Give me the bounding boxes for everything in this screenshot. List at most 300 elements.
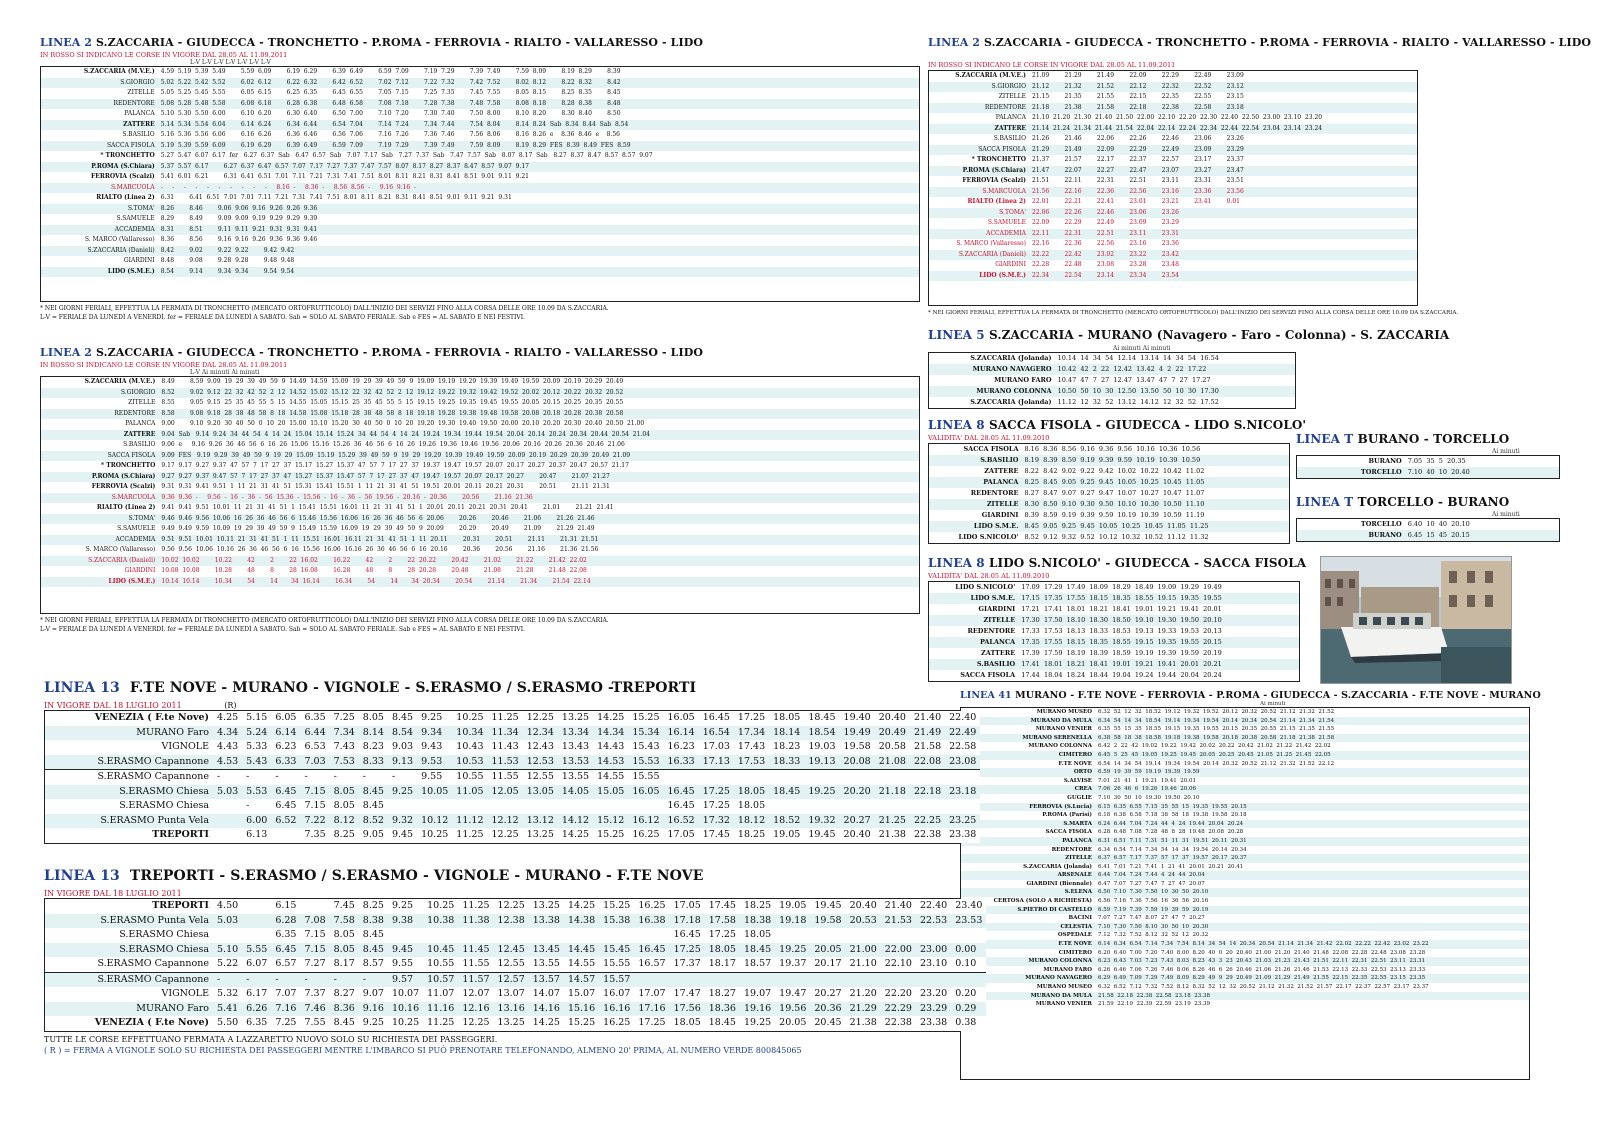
departure-times: 6.32 52 12 32 18.52 19.12 19.32 19.52 20.12 20.32 20.52 21.12 21.32 21.52 bbox=[1096, 708, 1529, 717]
stop-name: TORCELLO bbox=[1297, 519, 1406, 530]
linea41-section bbox=[960, 690, 1560, 1080]
stop-name: PALANCA bbox=[961, 837, 1096, 846]
departure-time: 8.52 bbox=[359, 814, 388, 829]
stop-name: ZATTERE bbox=[929, 124, 1030, 135]
departure-time: 8.33 bbox=[359, 755, 388, 770]
line-number: LINEA 2 bbox=[928, 36, 981, 49]
stop-name: LIDO (S.M.E.) bbox=[41, 267, 159, 278]
table-row bbox=[41, 225, 919, 236]
departure-time: 7.07 bbox=[271, 987, 300, 1002]
departure-time: 19.05 bbox=[775, 899, 810, 914]
departure-time bbox=[951, 972, 986, 987]
departure-time: 17.45 bbox=[699, 828, 734, 843]
linea5-title bbox=[928, 328, 1450, 342]
departure-time: 11.25 bbox=[458, 899, 493, 914]
table-row bbox=[1297, 467, 1559, 478]
departure-time: 12.25 bbox=[523, 711, 558, 726]
table-row bbox=[929, 145, 1417, 156]
departure-time bbox=[523, 799, 558, 814]
departure-time: 12.16 bbox=[458, 1002, 493, 1017]
departure-time: 13.16 bbox=[494, 1002, 529, 1017]
departure-times: 9.56 9.56 10.06 10.16 26 36 46 56 6 16 15.56 16.06 16.16 26 36 46 56 6 16 20.16 20.36 20.56 21.16 21.36 21.56 bbox=[159, 545, 919, 556]
departure-time: 9.53 bbox=[417, 755, 452, 770]
departure-time: - bbox=[300, 770, 329, 785]
departure-time: 6.35 bbox=[300, 711, 329, 726]
stop-name: MURANO Faro bbox=[45, 726, 213, 741]
stop-name: S. MARCO (Vallaresso) bbox=[929, 239, 1030, 250]
departure-time: 4.50 bbox=[213, 899, 242, 914]
departure-times: 8.26 8.46 9.06 9.06 9.16 9.26 9.26 9.36 bbox=[159, 204, 919, 215]
stop-name: S.TOMA' bbox=[929, 208, 1030, 219]
departure-times: 8.49 8.59 9.09 19 29 39 49 59 9 14.49 14.59 15.09 19 29 39 49 59 9 19.09 19.19 19.29 19.39 19.49 19.59 20.09 20.19 20.29 20.49 bbox=[159, 377, 919, 388]
stop-name: RIALTO (Linea 2) bbox=[929, 197, 1030, 208]
departure-time: 19.45 bbox=[810, 899, 845, 914]
validity-note bbox=[44, 701, 964, 710]
departure-time: 21.58 bbox=[910, 740, 945, 755]
departure-time: 18.38 bbox=[740, 914, 775, 929]
stop-name: VIGNOLE bbox=[45, 740, 213, 755]
validity-note: IN ROSSO SI INDICANO LE CORSE IN VIGORE DAL 28.05 AL 11.09.2011 bbox=[40, 361, 288, 369]
departure-times: 7.01 21 41 1 19.21 19.41 20.01 bbox=[1096, 777, 1529, 786]
departure-time: 18.17 bbox=[705, 957, 740, 972]
table-row bbox=[41, 78, 919, 89]
departure-time: 18.45 bbox=[740, 943, 775, 958]
departure-time: 23.08 bbox=[945, 755, 980, 770]
departure-time: 5.41 bbox=[213, 1002, 242, 1017]
departure-time: 16.38 bbox=[634, 914, 669, 929]
departure-times: 8.22 8.42 9.02 9.22 9.42 10.02 10.22 10.42 11.02 bbox=[1022, 466, 1289, 477]
departure-time: 13.55 bbox=[529, 957, 564, 972]
minutes-header: Ai minuti bbox=[1260, 701, 1286, 707]
table-row bbox=[929, 466, 1289, 477]
departure-time: 18.45 bbox=[804, 711, 839, 726]
departure-time: 6.05 bbox=[271, 711, 300, 726]
stop-name: ORTO bbox=[961, 768, 1096, 777]
departure-time: 12.07 bbox=[458, 987, 493, 1002]
lazzaretto-note: TUTTE LE CORSE EFFETTUANO FERMATA A LAZZARETTO NUOVO SOLO SU RICHIESTA DEI PASSEGGERI. bbox=[44, 1034, 498, 1044]
departure-time: 20.40 bbox=[846, 899, 881, 914]
departure-times: 21.15 21.35 21.55 22.15 22.35 22.55 23.15 bbox=[1030, 92, 1417, 103]
departure-time bbox=[881, 972, 916, 987]
stop-name: CELESTIA bbox=[961, 923, 1096, 932]
departure-time: 21.29 bbox=[846, 1002, 881, 1017]
departure-time: 10.45 bbox=[423, 943, 458, 958]
departure-time: 17.25 bbox=[699, 799, 734, 814]
table-row bbox=[929, 455, 1289, 466]
departure-time bbox=[664, 770, 699, 785]
departure-times: 6.23 6.43 7.03 7.23 7.43 8.03 8.23 43 3 23 20.43 21.03 21.23 21.43 21.51 22.11 22.31 22.51 23.11 23.31 bbox=[1096, 957, 1529, 966]
departure-time: 14.16 bbox=[529, 1002, 564, 1017]
stop-name: VIGNOLE bbox=[45, 987, 213, 1002]
stop-name: OSPEDALE bbox=[961, 931, 1096, 940]
route-name: BURANO - TORCELLO bbox=[1357, 432, 1510, 446]
departure-times: 5.41 6.01 6.21 6.31 6.41 6.51 7.01 7.11 7.21 7.31 7.41 7.51 8.01 8.11 8.21 8.31 8.41 8.51 9.01 9.11 9.21 bbox=[159, 172, 919, 183]
departure-time: 5.22 bbox=[213, 957, 242, 972]
departure-time: - bbox=[242, 770, 271, 785]
departure-time: 8.05 bbox=[359, 711, 388, 726]
departure-time: 13.57 bbox=[529, 972, 564, 987]
departure-time: 16.23 bbox=[664, 740, 699, 755]
table-row bbox=[41, 193, 919, 204]
linea13-outbound-table bbox=[45, 711, 980, 843]
departure-time: 17.18 bbox=[670, 914, 705, 929]
table-row bbox=[961, 777, 1529, 786]
stop-name: S.BASILIO bbox=[41, 130, 159, 141]
linea2-morning-table-box bbox=[40, 66, 920, 302]
departure-time: 8.17 bbox=[330, 957, 359, 972]
linea2-evening-table bbox=[929, 71, 1417, 281]
departure-time: 18.05 bbox=[740, 928, 775, 943]
line-number: LINEA 8 bbox=[928, 418, 985, 432]
departure-time: - bbox=[213, 972, 242, 987]
departure-time: 9.25 bbox=[417, 711, 452, 726]
departure-time: 6.57 bbox=[271, 957, 300, 972]
stop-name: TREPORTI bbox=[45, 828, 213, 843]
stop-name: S.ERASMO Capannone bbox=[45, 755, 213, 770]
departure-time: 5.03 bbox=[213, 785, 242, 800]
departure-time: - bbox=[359, 972, 388, 987]
departure-time: 19.25 bbox=[775, 943, 810, 958]
departure-time: 8.05 bbox=[330, 785, 359, 800]
table-row bbox=[929, 239, 1417, 250]
departure-time: - bbox=[242, 799, 271, 814]
departure-time: 23.40 bbox=[951, 899, 986, 914]
departure-time: 6.14 bbox=[271, 726, 300, 741]
stop-name: S.MARTA bbox=[961, 820, 1096, 829]
departure-time: 5.43 bbox=[242, 755, 271, 770]
departure-time: 18.05 bbox=[705, 943, 740, 958]
departure-times: 6.45 5 25 45 19.05 19.25 19.45 20.05 20.25 20.45 21.05 21.25 21.45 22.05 bbox=[1096, 751, 1529, 760]
route-name: TREPORTI - S.ERASMO / S.ERASMO - VIGNOLE - MURANO - F.TE NOVE bbox=[129, 868, 704, 884]
stop-name: S.PIETRO DI CASTELLO bbox=[961, 906, 1096, 915]
departure-time: 17.47 bbox=[670, 987, 705, 1002]
table-row bbox=[929, 208, 1417, 219]
table-row bbox=[961, 957, 1529, 966]
departure-time: 9.57 bbox=[388, 972, 423, 987]
departure-time: 22.49 bbox=[945, 726, 980, 741]
linea8-return-table bbox=[929, 582, 1299, 681]
departure-time: 13.34 bbox=[558, 726, 593, 741]
linea2-day-section bbox=[40, 346, 920, 634]
departure-time: 21.08 bbox=[875, 755, 910, 770]
table-row bbox=[45, 914, 986, 929]
route-name: S.ZACCARIA - GIUDECCA - TRONCHETTO - P.ROMA - FERROVIA - RIALTO - VALLARESSO - LIDO bbox=[983, 36, 1592, 49]
table-row bbox=[41, 440, 919, 451]
table-row bbox=[45, 972, 986, 987]
departure-time: 18.54 bbox=[804, 726, 839, 741]
table-row bbox=[961, 794, 1529, 803]
departure-times: 17.33 17.53 18.13 18.33 18.53 19.13 19.33 19.53 20.13 bbox=[1019, 626, 1299, 637]
departure-time: 15.45 bbox=[599, 943, 634, 958]
departure-time: 8.36 bbox=[330, 1002, 359, 1017]
departure-time: 18.45 bbox=[705, 1016, 740, 1031]
stop-name: P.ROMA (S.Chiara) bbox=[929, 166, 1030, 177]
departure-time: 14.05 bbox=[558, 785, 593, 800]
departure-times: 21.59 22.19 22.39 22.59 23.19 23.39 bbox=[1096, 1000, 1529, 1009]
departure-times: 5.16 5.36 5.56 6.06 6.16 6.26 6.36 6.46 6.56 7.06 7.16 7.26 7.36 7.46 7.56 8.06 8.16 8.26 e 8.36 8.46 e 8.56 bbox=[159, 130, 919, 141]
stop-name: MURANO COLONNA bbox=[929, 386, 1056, 397]
stop-name: S.GIORGIO bbox=[41, 388, 159, 399]
stop-name: MURANO MUSEO bbox=[961, 708, 1096, 717]
departure-time: 18.05 bbox=[734, 785, 769, 800]
table-row bbox=[929, 260, 1417, 271]
table-row bbox=[41, 88, 919, 99]
table-row bbox=[961, 966, 1529, 975]
departure-time: 6.52 bbox=[271, 814, 300, 829]
tronchetto-note: * NEI GIORNI FERIALI, EFFETTUA LA FERMATA DI TRONCHETTO (MERCATO ORTOFRUTTICOLO) DALL'INIZIO DEI SERVIZI FINO ALLA CORSA DELLE ORE 10.09 DA S.ZACCARIA. bbox=[928, 310, 1459, 316]
table-row bbox=[41, 99, 919, 110]
stop-name: SACCA FISOLA bbox=[929, 444, 1022, 455]
linea2-day-table-box bbox=[40, 376, 920, 614]
departure-time: 12.05 bbox=[488, 785, 523, 800]
table-row bbox=[929, 271, 1417, 282]
departure-time bbox=[910, 770, 945, 785]
departure-times: 9.09 FES 9.19 9.29 39 49 59 9 19 29 15.09 15.19 15.29 39 49 59 9 19 29 19.29 19.39 19.49 19.59 20.09 20.19 20.29 20.39 20.49 21.09 bbox=[159, 451, 919, 462]
departure-time: 22.00 bbox=[881, 943, 916, 958]
departure-time bbox=[804, 799, 839, 814]
departure-time: 6.26 bbox=[242, 1002, 271, 1017]
table-row bbox=[929, 250, 1417, 261]
table-row bbox=[929, 92, 1417, 103]
table-row bbox=[41, 524, 919, 535]
departure-time: 11.55 bbox=[488, 770, 523, 785]
table-row bbox=[929, 71, 1417, 82]
departure-time: 22.08 bbox=[910, 755, 945, 770]
stop-name: RIALTO (Linea 2) bbox=[41, 503, 159, 514]
departure-time: 0.10 bbox=[951, 957, 986, 972]
departure-times: 22.34 22.54 23.14 23.34 23.54 bbox=[1030, 271, 1417, 282]
departure-time: 16.45 bbox=[664, 799, 699, 814]
table-row bbox=[929, 477, 1289, 488]
table-row bbox=[41, 183, 919, 194]
departure-time: 18.05 bbox=[670, 1016, 705, 1031]
tronchetto-note: * NEI GIORNI FERIALI, EFFETTUA LA FERMATA DI TRONCHETTO (MERCATO ORTOFRUTTICOLO) DALL'INIZIO DEI SERVIZI FINO ALLA CORSA DELLE ORE 10.09 DA S.ZACCARIA. bbox=[40, 617, 609, 624]
departure-times: 21.51 22.11 22.31 22.51 23.11 23.31 23.51 bbox=[1030, 176, 1417, 187]
departure-time bbox=[769, 799, 804, 814]
departure-time: 6.13 bbox=[242, 828, 271, 843]
lineat-burano-table-box bbox=[1296, 455, 1560, 479]
table-row bbox=[45, 1002, 986, 1017]
departure-time bbox=[945, 770, 980, 785]
departure-time: - bbox=[242, 972, 271, 987]
departure-time bbox=[846, 972, 881, 987]
stop-name: S.ERASMO Capannone bbox=[45, 957, 213, 972]
stop-name: MURANO Faro bbox=[45, 1002, 213, 1017]
stop-name: PALANCA bbox=[41, 109, 159, 120]
departure-time: 14.55 bbox=[593, 770, 628, 785]
departure-time: 21.49 bbox=[910, 726, 945, 741]
departure-times: 6.32 6.52 7.12 7.32 7.52 8.12 8.32 52 12 32 20.52 21.12 21.32 21.52 21.57 22.17 22.37 22.57 23.17 23.37 bbox=[1096, 983, 1529, 992]
departure-times: - - - - - - - - - - 8.16 - 8.36 - 8.56 8.56 - 9.16 9.16 - bbox=[159, 183, 919, 194]
departure-time: 21.53 bbox=[881, 914, 916, 929]
departure-time bbox=[810, 972, 845, 987]
table-row bbox=[41, 214, 919, 225]
departure-time: 17.58 bbox=[705, 914, 740, 929]
departure-time: 6.28 bbox=[271, 914, 300, 929]
departure-times: 8.52 9.12 9.32 9.52 10.12 10.32 10.52 11.12 11.32 bbox=[1022, 532, 1289, 543]
departure-time: 7.43 bbox=[330, 740, 359, 755]
departure-time: 13.25 bbox=[558, 711, 593, 726]
departure-time bbox=[242, 928, 271, 943]
table-row bbox=[41, 130, 919, 141]
departure-time: 11.16 bbox=[423, 1002, 458, 1017]
departure-time: 8.05 bbox=[330, 799, 359, 814]
departure-time: 21.38 bbox=[846, 1016, 881, 1031]
departure-time: 5.33 bbox=[242, 740, 271, 755]
departure-time: 11.43 bbox=[488, 740, 523, 755]
lineat-burano-section bbox=[1296, 432, 1566, 479]
departure-times: 6.24 6.44 7.04 7.24 44 4 24 19.44 20.04 20.24 bbox=[1096, 820, 1529, 829]
departure-time bbox=[628, 799, 663, 814]
table-row bbox=[41, 398, 919, 409]
departure-time: 22.38 bbox=[910, 828, 945, 843]
stop-name: * TRONCHETTO bbox=[929, 155, 1030, 166]
table-row bbox=[41, 430, 919, 441]
table-row bbox=[41, 162, 919, 173]
departure-times: 6.18 6.38 6.58 7.18 38 58 18 19.38 19.58 20.18 bbox=[1096, 811, 1529, 820]
departure-time: 12.43 bbox=[523, 740, 558, 755]
departure-time: 15.25 bbox=[564, 1016, 599, 1031]
departure-times: 9.49 9.49 9.59 10.09 19 29 39 49 59 9 15.49 15.59 16.09 19 29 39 49 59 9 20.09 20.29 20.49 21.09 21.29 21.49 bbox=[159, 524, 919, 535]
departure-times: 7.10 40 10 20.40 bbox=[1406, 467, 1559, 478]
stop-name: FERROVIA (Scalzi) bbox=[41, 172, 159, 183]
departure-time: 15.25 bbox=[593, 828, 628, 843]
table-row bbox=[929, 176, 1417, 187]
departure-times: 5.27 5.47 6.07 6.17 fer 6.27 6.37 Sab 6.47 6.57 Sab 7.07 7.17 Sab 7.27 7.37 Sab 7.47 7.57 Sab 8.07 8.17 Sab 8.27 8.37 8.47 8.57 8.57 9.07 bbox=[159, 151, 919, 162]
departure-time: 15.57 bbox=[599, 972, 634, 987]
departure-time: 22.40 bbox=[945, 711, 980, 726]
lineat-burano-table bbox=[1297, 456, 1559, 478]
departure-time: 7.15 bbox=[300, 799, 329, 814]
stop-name: CERTOSA (SOLO A RICHIESTA) bbox=[961, 897, 1096, 906]
stop-name: GIARDINI bbox=[929, 510, 1022, 521]
departure-times: 6.38 58 18 38 18.58 19.18 19.38 19.58 20.18 20.38 20.58 21.18 21.38 21.58 bbox=[1096, 734, 1529, 743]
stop-name: MURANO VENIER bbox=[961, 1000, 1096, 1009]
departure-time: 12.45 bbox=[494, 943, 529, 958]
departure-time: 0.00 bbox=[951, 943, 986, 958]
departure-time: 18.33 bbox=[769, 755, 804, 770]
departure-time: 15.43 bbox=[628, 740, 663, 755]
table-row bbox=[41, 172, 919, 183]
departure-time: 6.00 bbox=[242, 814, 271, 829]
departure-time: 22.18 bbox=[910, 785, 945, 800]
route-name: S.ZACCARIA - GIUDECCA - TRONCHETTO - P.ROMA - FERROVIA - RIALTO - VALLARESSO - LIDO bbox=[95, 36, 704, 49]
table-row bbox=[961, 742, 1529, 751]
departure-time: 17.05 bbox=[670, 899, 705, 914]
departure-time: 20.08 bbox=[840, 755, 875, 770]
linea8-return-section bbox=[928, 556, 1308, 682]
departure-time: 10.34 bbox=[452, 726, 487, 741]
departure-times: 6.29 6.49 7.09 7.29 7.49 8.09 8.29 49 9 29 20.49 21.09 21.29 21.49 21.55 22.15 22.35 22.55 23.15 23.35 bbox=[1096, 974, 1529, 983]
departure-times: 6.59 19 39 59 19.19 19.39 19.59 bbox=[1096, 768, 1529, 777]
departure-times: 6.54 14 34 54 19.14 19.34 19.54 20.14 20.32 20.52 21.12 21.32 21.52 22.12 bbox=[1096, 760, 1529, 769]
stop-name: S.ERASMO Chiesa bbox=[45, 928, 213, 943]
stop-name: ZATTERE bbox=[41, 120, 159, 131]
departure-time: 21.10 bbox=[846, 957, 881, 972]
minutes-header: Ai minuti bbox=[1492, 511, 1520, 518]
departure-times: 8.54 9.14 9.34 9.34 9.54 9.54 bbox=[159, 267, 919, 278]
stop-name: SACCA FISOLA bbox=[41, 141, 159, 152]
departure-time: 22.29 bbox=[881, 1002, 916, 1017]
route-name: MURANO - F.TE NOVE - FERROVIA - P.ROMA - GIUDECCA - S.ZACCARIA - F.TE NOVE - MURANO bbox=[1015, 690, 1541, 701]
departure-time: 8.54 bbox=[388, 726, 417, 741]
departure-time: 8.14 bbox=[359, 726, 388, 741]
stop-name: ZITELLE bbox=[41, 398, 159, 409]
departure-time bbox=[804, 770, 839, 785]
linea41-title bbox=[960, 690, 1560, 701]
departure-time: 18.25 bbox=[740, 899, 775, 914]
departure-time: 5.55 bbox=[242, 943, 271, 958]
stop-name: SACCA FISOLA bbox=[929, 145, 1030, 156]
validity-note: IN VIGORE DAL 18 LUGLIO 2011 bbox=[44, 889, 182, 898]
departure-time: 13.55 bbox=[558, 770, 593, 785]
minutes-header: Ai minuti bbox=[1492, 448, 1520, 455]
departure-time: 23.53 bbox=[951, 914, 986, 929]
departure-time: 16.54 bbox=[699, 726, 734, 741]
departure-time: 18.57 bbox=[740, 957, 775, 972]
departure-times: 9.04 Sab 9.14 9.24 34 44 54 4 14 24 15.04 15.14 15.24 34 44 54 4 14 24 19.24 19.34 19.44 19.54 20.04 20.14 20.24 20.34 20.44 20.54 21.04 bbox=[159, 430, 919, 441]
departure-time: 16.52 bbox=[664, 814, 699, 829]
departure-time: 14.53 bbox=[593, 755, 628, 770]
departure-times: 8.27 8.47 9.07 9.27 9.47 10.07 10.27 10.47 11.07 bbox=[1022, 488, 1289, 499]
departure-time: 15.38 bbox=[599, 914, 634, 929]
departure-time: 11.07 bbox=[423, 987, 458, 1002]
table-row bbox=[961, 931, 1529, 940]
table-row bbox=[41, 535, 919, 546]
table-row bbox=[929, 229, 1417, 240]
departure-time bbox=[417, 799, 452, 814]
line-number: LINEA T bbox=[1296, 495, 1354, 509]
line-number: LINEA 2 bbox=[40, 36, 93, 49]
departure-times: 6.31 6.41 6.51 7.01 7.01 7.11 7.21 7.31 7.41 7.51 8.01 8.11 8.21 8.31 8.41 8.51 9.01 9.11 9.21 9.31 bbox=[159, 193, 919, 204]
stop-name: GIARDINI (Biennale) bbox=[961, 880, 1096, 889]
table-row bbox=[41, 256, 919, 267]
departure-time: 13.45 bbox=[529, 943, 564, 958]
departure-times: 6.41 7.01 7.21 7.41 1 21 41 20.01 20.21 20.41 bbox=[1096, 863, 1529, 872]
departure-time bbox=[875, 799, 910, 814]
departure-time: 10.25 bbox=[388, 1016, 423, 1031]
departure-time: - bbox=[330, 972, 359, 987]
departure-time: 17.56 bbox=[670, 1002, 705, 1017]
departure-times: 10.42 42 2 22 12.42 13.42 4 2 22 17.22 bbox=[1056, 364, 1295, 375]
stop-name: MURANO DA MULA bbox=[961, 992, 1096, 1001]
departure-time: 7.34 bbox=[330, 726, 359, 741]
departure-time: 17.43 bbox=[734, 740, 769, 755]
table-row bbox=[929, 103, 1417, 114]
departure-time: 10.43 bbox=[452, 740, 487, 755]
departure-time: 18.25 bbox=[734, 828, 769, 843]
stop-name: LIDO S.NICOLO' bbox=[929, 582, 1019, 593]
stop-name: S. MARCO (Vallaresso) bbox=[41, 235, 159, 246]
departure-times: 21.10 21.20 21.30 21.40 21.50 22.00 22.10 22.20 22.30 22.40 22.50 23.00 23.10 23.20 bbox=[1030, 113, 1417, 124]
stop-name: LIDO (S.M.E.) bbox=[929, 271, 1030, 282]
stop-name: S. MARCO (Vallaresso) bbox=[41, 545, 159, 556]
departure-time: 6.33 bbox=[271, 755, 300, 770]
departure-times: 9.51 9.51 10.01 10.11 21 31 41 51 1 11 15.51 16.01 16.11 21 31 41 51 1 11 20.11 20.31 20.51 21.11 21.31 21.51 bbox=[159, 535, 919, 546]
table-row bbox=[45, 814, 980, 829]
departure-times: 9.36 9.36 - 9.56 - 16 - 36 - 56 15.36 - 15.56 - 16 - 36 - 56 19.56 - 20.16 - 20.36 20.56 21.16 21.36 bbox=[159, 493, 919, 504]
departure-time: 23.10 bbox=[916, 957, 951, 972]
departure-time: 21.40 bbox=[881, 899, 916, 914]
stop-name: S.ERASMO Chiesa bbox=[45, 785, 213, 800]
departure-time: - bbox=[271, 972, 300, 987]
linea2-morning-title bbox=[40, 36, 920, 49]
departure-time bbox=[593, 799, 628, 814]
departure-time: 6.53 bbox=[300, 740, 329, 755]
departure-time: 16.45 bbox=[634, 943, 669, 958]
departure-time: 17.05 bbox=[664, 828, 699, 843]
stop-name: * TRONCHETTO bbox=[41, 151, 159, 162]
